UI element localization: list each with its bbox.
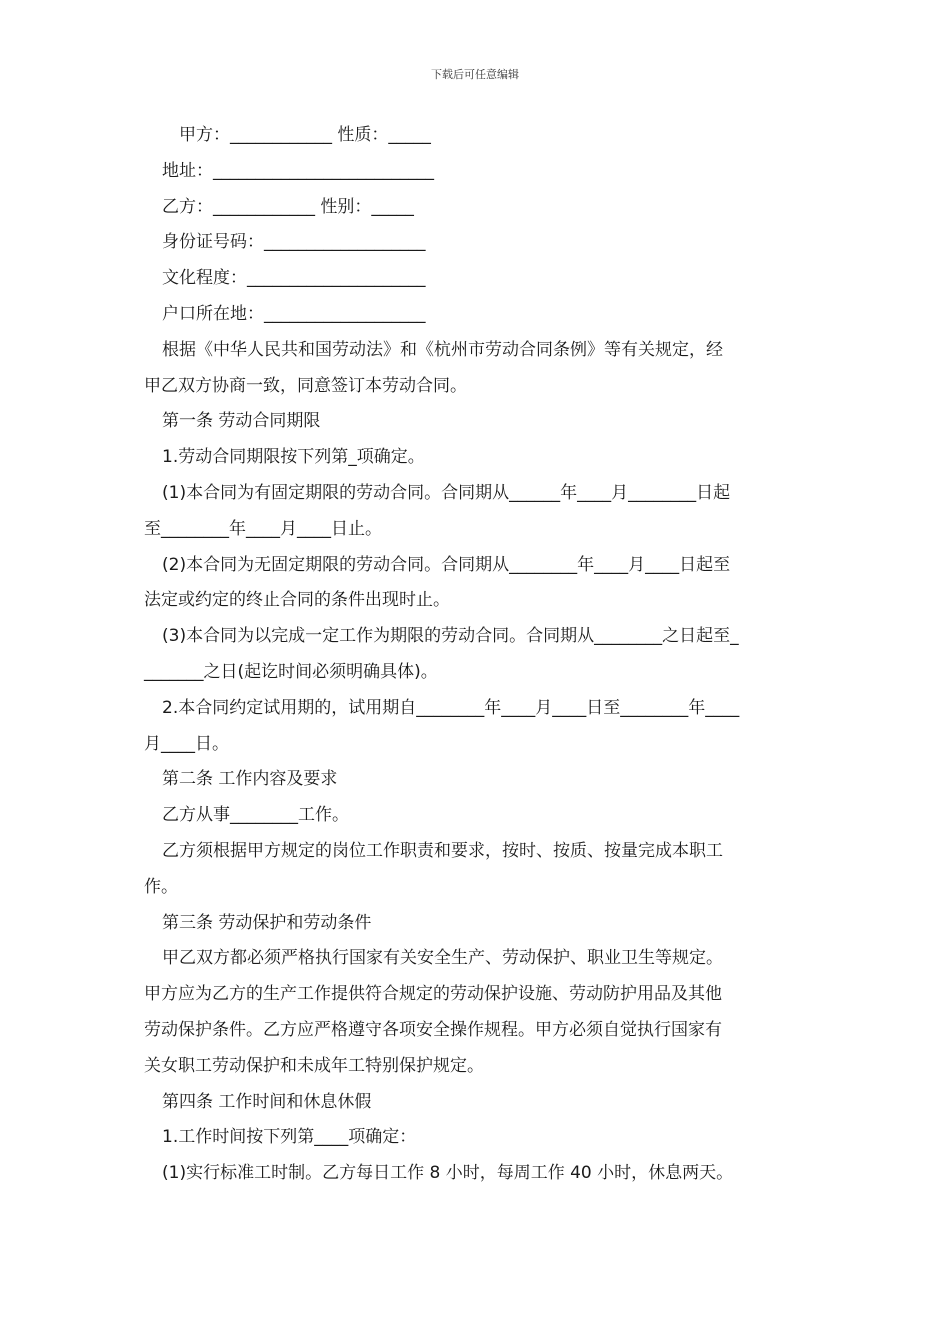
education-line: 文化程度：_____________________ <box>162 268 426 289</box>
article-1-clause-2-line-1: (2)本合同为无固定期限的劳动合同。合同期从________年____月____日起至 <box>162 554 731 575</box>
address-line: 地址：__________________________ <box>162 160 434 181</box>
party-a-line: 甲方：____________ 性质：_____ <box>162 125 431 145</box>
article-1-heading: 第一条 劳动合同期限 <box>162 411 321 432</box>
household-line: 户口所在地：___________________ <box>162 303 426 324</box>
article-1-clause-2-line-2: 法定或约定的终止合同的条件出现时止。 <box>144 590 450 611</box>
preamble-line-2: 甲乙双方协商一致，同意签订本劳动合同。 <box>144 375 467 396</box>
article-3-para-line-2: 甲方应为乙方的生产工作提供符合规定的劳动保护设施、劳动防护用品及其他 <box>144 984 722 1005</box>
article-1-clause-3-line-2: _______之日(起讫时间必须明确具体)。 <box>144 661 438 682</box>
article-3-para-line-1: 甲乙双方都必须严格执行国家有关安全生产、劳动保护、职业卫生等规定。 <box>162 948 723 969</box>
article-1-item-1: 1.劳动合同期限按下列第_项确定。 <box>162 447 425 468</box>
article-1-item-2-line-1: 2.本合同约定试用期的，试用期自________年____月____日至________年____ <box>162 697 740 718</box>
article-4-heading: 第四条 工作时间和休息休假 <box>162 1091 372 1112</box>
article-3-para-line-4: 关女职工劳动保护和未成年工特别保护规定。 <box>144 1055 484 1076</box>
header-note: 下载后可任意编辑 <box>431 68 519 81</box>
article-4-item-1: 1.工作时间按下列第____项确定： <box>162 1127 417 1148</box>
article-1-clause-3-line-1: (3)本合同为以完成一定工作为期限的劳动合同。合同期从________之日起至_ <box>162 626 739 647</box>
contract-body <box>144 118 814 1192</box>
article-3-para-line-3: 劳动保护条件。乙方应严格遵守各项安全操作规程。甲方必须自觉执行国家有 <box>144 1019 722 1040</box>
article-2-duty-line-1: 乙方须根据甲方规定的岗位工作职责和要求，按时、按质、按量完成本职工 <box>162 840 723 861</box>
article-1-clause-1-line-2: 至________年____月____日止。 <box>144 518 382 539</box>
article-2-job-line: 乙方从事________工作。 <box>162 805 349 826</box>
article-2-heading: 第二条 工作内容及要求 <box>162 769 338 790</box>
article-1-clause-1-line-1: (1)本合同为有固定期限的劳动合同。合同期从______年____月________日起 <box>162 482 731 503</box>
article-1-item-2-line-2: 月____日。 <box>144 733 229 754</box>
article-3-heading: 第三条 劳动保护和劳动条件 <box>162 912 372 933</box>
party-b-line: 乙方：____________ 性别：_____ <box>162 196 414 217</box>
preamble-line-1: 根据《中华人民共和国劳动法》和《杭州市劳动合同条例》等有关规定，经 <box>162 339 723 360</box>
article-2-duty-line-2: 作。 <box>144 876 178 897</box>
id-number-line: 身份证号码：___________________ <box>162 232 426 253</box>
article-4-clause-1: (1)实行标准工时制。乙方每日工作 8 小时，每周工作 40 小时，休息两天。 <box>162 1163 734 1184</box>
